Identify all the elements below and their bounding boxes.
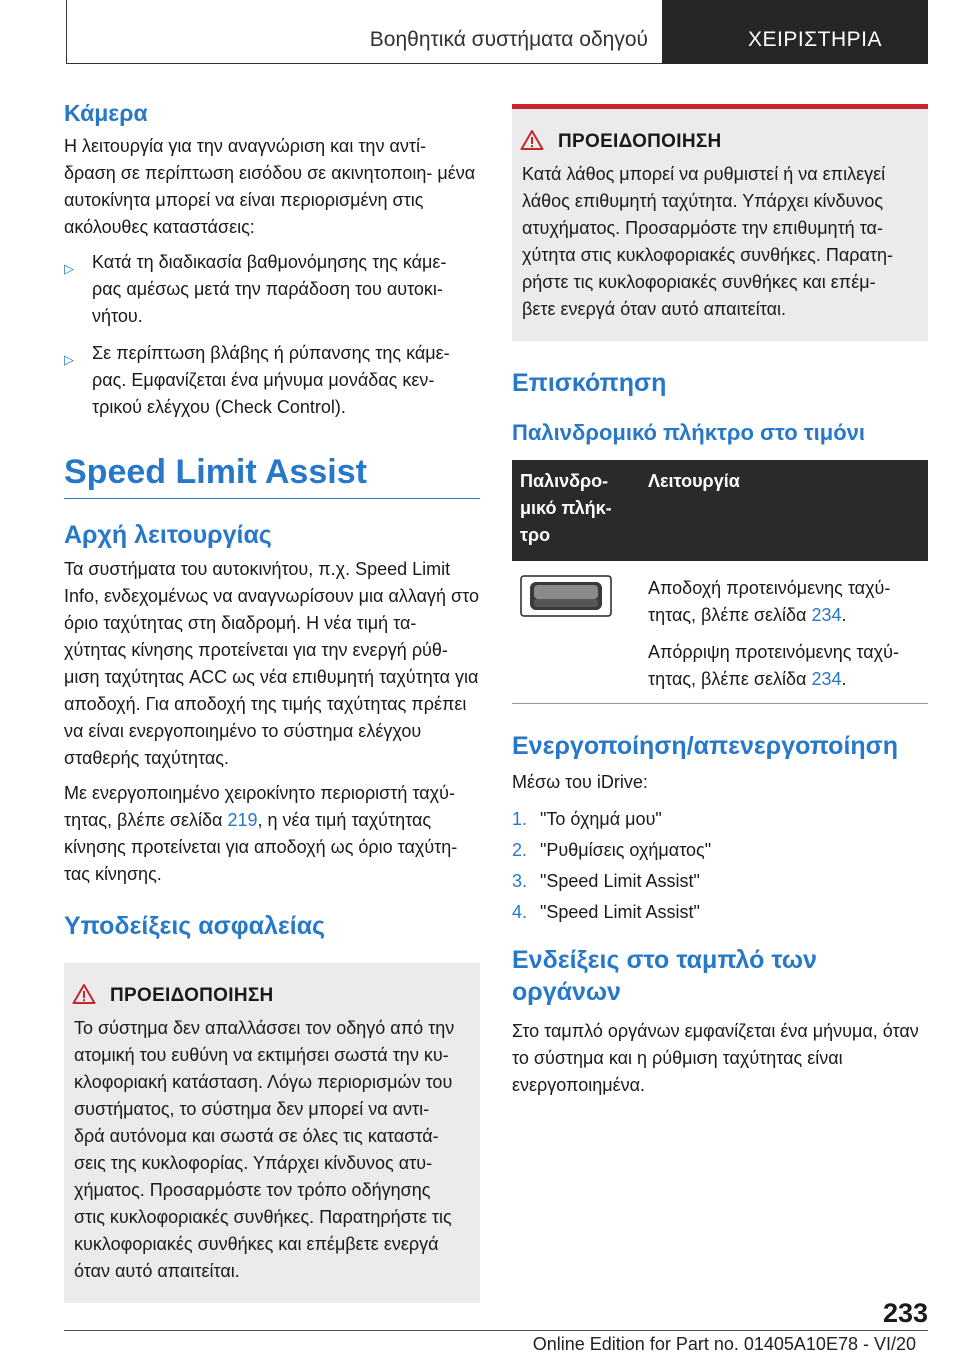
activation-heading: Ενεργοποίηση/απενεργοποίηση xyxy=(512,732,899,760)
header-chapter-box xyxy=(662,0,928,64)
main-title: Speed Limit Assist xyxy=(64,453,480,499)
rocker-heading: Παλινδρομικό πλήκτρο στο τιμόνι xyxy=(512,420,865,445)
list-item: 1. "Το όχημά μου" xyxy=(512,809,662,829)
activation-via: Μέσω του iDrive: xyxy=(512,772,648,792)
rocker-switch-icon xyxy=(520,575,612,617)
camera-intro: Η λειτουργία για την αναγνώριση και την αντί- δραση σε περίπτωση εισόδου σε ακινητοποιη- μένα αυτοκίνητα μπορεί να είναι περιορισμένη στις ακόλουθες καταστάσεις: xyxy=(64,136,476,237)
page-link-219[interactable]: 219 xyxy=(227,810,258,830)
column-header: Παλινδρο- μικό πλήκ- τρο xyxy=(512,460,640,561)
page-header xyxy=(66,0,928,64)
safety-heading: Υποδείξεις ασφαλείας xyxy=(64,912,326,940)
header-section-title: Βοηθητικά συστήματα οδηγού xyxy=(369,28,648,51)
header-chapter-title: ΧΕΙΡΙΣΤΗΡΙΑ xyxy=(747,28,882,51)
page-number: 233 xyxy=(882,1298,928,1328)
footer-edition: Online Edition for Part no. 01405A10E78 - VI/20 xyxy=(532,1334,916,1354)
warning-title: ΠΡΟΕΙΔΟΠΟΙΗΣΗ xyxy=(558,131,912,153)
principle-paragraph: Τα συστήματα του αυτοκινήτου, π.χ. Speed Limit Info, ενδεχομένως να αναγνωρίσουν μια αλλαγή στο όριο ταχύτητας στη διαδρομή. Η νέα τιμή τα- χύτητας κίνησης προτείνεται για την ενεργή ρύθ- μιση ταχύτητας ACC ως νέα επιθυμητή ταχύτητα για αποδοχή. Για αποδοχή της τιμής ταχύτητας πρέπει να είναι ενεργοποιημένο το σύστημα ελέγχου σταθερής ταχύτητας. xyxy=(64,559,479,768)
activation-steps xyxy=(512,806,928,926)
manual-limiter-paragraph: Με ενεργοποιημένο χειροκίνητο περιοριστή ταχύ- τητας, βλέπε σελίδα 219, η νέα τιμή ταχύτητας κίνησης προτείνεται για αποδοχή ως όριο ταχύτη- τας κίνησης. xyxy=(64,783,458,884)
triangle-bullet-icon: ▷ xyxy=(64,352,74,367)
table-cell xyxy=(640,561,928,704)
list-item: 3. "Speed Limit Assist" xyxy=(512,871,700,891)
list-item: ▷ Σε περίπτωση βλάβης ή ρύπανσης της κάμε- ρας. Εμφανίζεται ένα μήνυμα μονάδας κεν- τρικού ελέγχου (Check Control). xyxy=(64,343,450,417)
overview-heading: Επισκόπηση xyxy=(512,369,667,397)
warning-box xyxy=(64,963,480,1303)
warning-triangle-icon xyxy=(520,129,544,151)
warning-box xyxy=(512,104,928,341)
principle-heading: Αρχή λειτουργίας xyxy=(64,521,272,549)
header-section-box xyxy=(66,0,662,64)
table-header-row xyxy=(512,460,928,561)
left-column xyxy=(64,100,480,1303)
table-cell xyxy=(512,561,640,704)
cluster-text: Στο ταμπλό οργάνων εμφανίζεται ένα μήνυμα, όταν το σύστημα και η ρύθμιση ταχύτητας είναι ενεργοποιημένα. xyxy=(512,1021,919,1095)
list-item: 4. "Speed Limit Assist" xyxy=(512,902,700,922)
warning-text: Κατά λάθος μπορεί να ρυθμιστεί ή να επιλεγεί λάθος επιθυμητή ταχύτητα. Υπάρχει κίνδυνος ατυχήματος. Προσαρμόστε την επιθυμητή τα- χύτητα στις κυκλοφοριακές συνθήκες. Παρατη- ρήστε τις κυκλοφοριακές συνθήκες και επέμ- βετε ενεργά όταν αυτό απαιτείται. xyxy=(522,164,894,319)
page-link-234[interactable]: 234 xyxy=(811,669,842,689)
column-header: Λειτουργία xyxy=(640,460,928,561)
accept-text: Αποδοχή προτεινόμενης ταχύ- τητας, βλέπε σελίδα 234. xyxy=(648,578,891,625)
page-link-234[interactable]: 234 xyxy=(811,605,842,625)
triangle-bullet-icon: ▷ xyxy=(64,261,74,276)
rocker-table xyxy=(512,460,928,704)
footer-divider xyxy=(64,1330,928,1331)
cluster-heading: Ενδείξεις στο ταμπλό των οργάνων xyxy=(512,946,817,1006)
warning-text: Το σύστημα δεν απαλλάσσει τον οδηγό από την ατομική του ευθύνη να εκτιμήσει σωστά την κυ- κλοφοριακή κατάσταση. Λόγω περιορισμών του συστήματος, το σύστημα δεν μπορεί να αντι- δρά αυτόνομα και σωστά σε όλες τις καταστά- σεις της κυκλοφορίας. Υπάρχει κίνδυνος ατυ- χήματος. Προσαρμόστε τον τρόπο οδήγησης στις κυκλοφοριακές συνθήκες. Παρατηρήστε τις κυκλοφοριακές συνθήκες και επέμβετε ενεργά όταν αυτό απαιτείται. xyxy=(74,1018,455,1281)
camera-bullet-list xyxy=(64,249,480,421)
warning-title: ΠΡΟΕΙΔΟΠΟΙΗΣΗ xyxy=(110,985,464,1007)
right-column xyxy=(512,104,928,1099)
warning-triangle-icon xyxy=(72,983,96,1005)
list-item: 2. "Ρυθμίσεις οχήματος" xyxy=(512,840,712,860)
list-item: ▷ Κατά τη διαδικασία βαθμονόμησης της κάμε- ρας αμέσως μετά την παράδοση του αυτοκι- νήτου. xyxy=(64,252,447,326)
table-row xyxy=(512,561,928,704)
camera-heading: Κάμερα xyxy=(64,100,148,126)
reject-text: Απόρριψη προτεινόμενης ταχύ- τητας, βλέπε σελίδα 234. xyxy=(648,642,899,689)
